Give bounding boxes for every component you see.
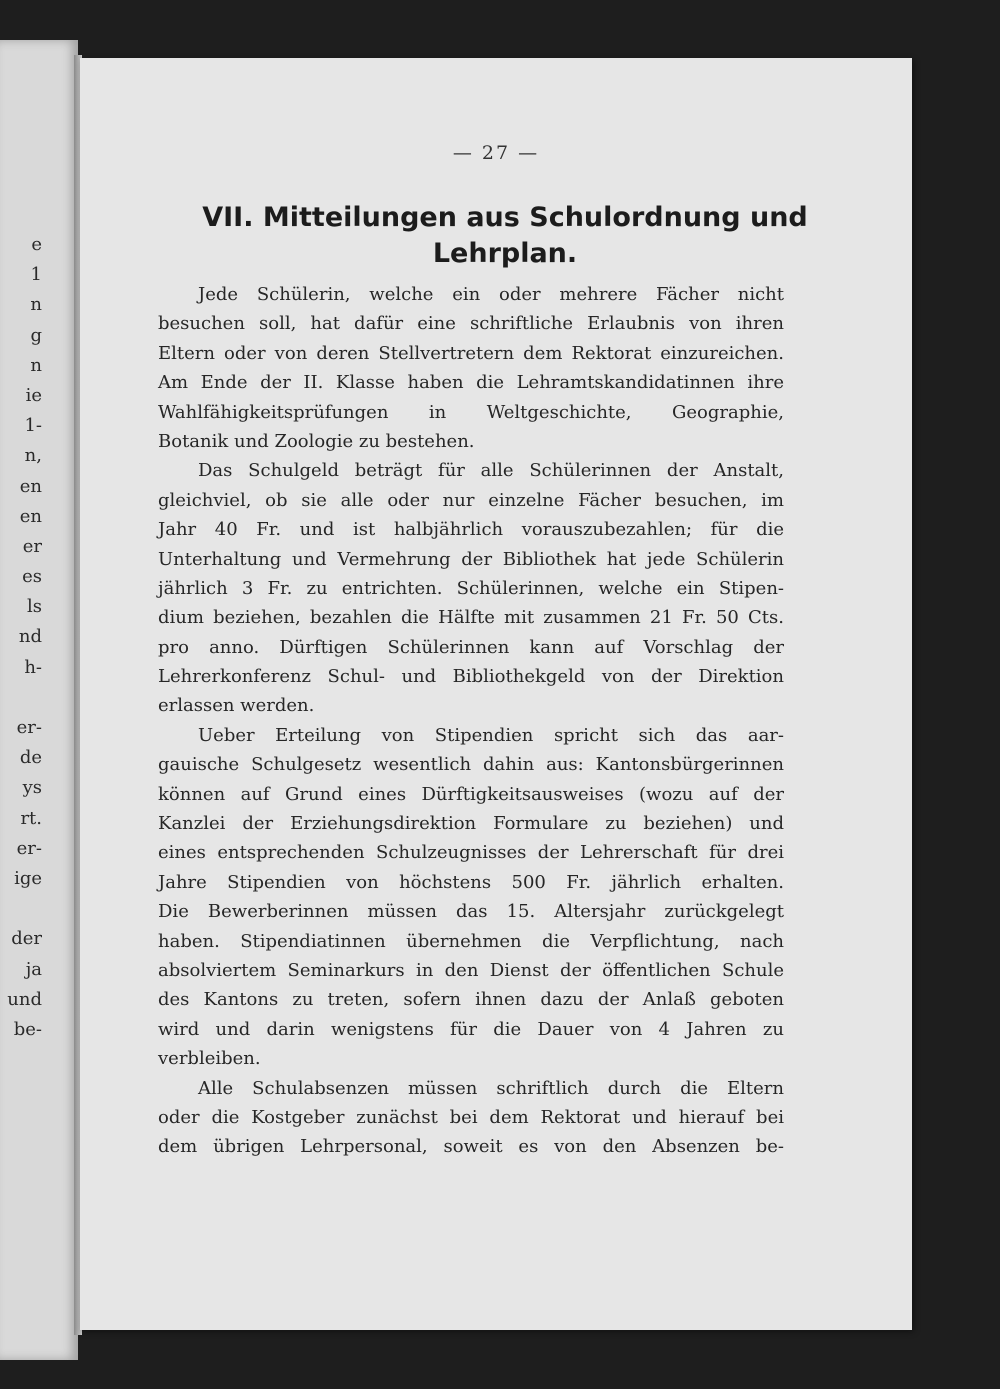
text-line: Kanzlei der Erziehungsdirektion Formulare zu beziehen) und [158, 813, 784, 835]
text-line: absolviertem Seminarkurs in den Dienst der öffentlichen Schule [158, 959, 784, 981]
left-fragment: es [22, 566, 42, 588]
left-fragment: nd [18, 626, 42, 648]
left-fragment: ls [27, 596, 42, 618]
left-fragment: rt. [20, 807, 42, 829]
text-line: haben. Stipendiatinnen übernehmen die Verpflichtung, nach [158, 930, 784, 952]
left-fragment: 1 [30, 264, 42, 286]
left-fragment: be- [13, 1018, 42, 1040]
text-line: jährlich 3 Fr. zu entrichten. Schülerinnen, welche ein Stipen- [158, 577, 784, 599]
left-fragment [2, 894, 42, 924]
left-fragment: n [30, 294, 42, 316]
left-fragment: ys [22, 777, 42, 799]
left-fragment: g [30, 324, 42, 346]
left-fragment: en [19, 475, 42, 497]
left-fragment: n, [24, 445, 42, 467]
text-line: Wahlfähigkeitsprüfungen in Weltgeschichte, Geographie, [158, 401, 784, 423]
text-line: erlassen werden. [158, 695, 315, 717]
heading-line: Lehrplan. [432, 238, 578, 269]
text-line: gauische Schulgesetz wesentlich dahin aus: Kantonsbürgerinnen [158, 754, 784, 776]
left-fragment: er [22, 535, 42, 557]
text-line: Alle Schulabsenzen müssen schriftlich durch die Eltern [198, 1077, 784, 1099]
page-number: — 27 — [452, 142, 540, 164]
text-line: oder die Kostgeber zunächst bei dem Rektorat und hierauf bei [158, 1106, 784, 1128]
text-line: Unterhaltung und Vermehrung der Bibliothek hat jede Schülerin [158, 548, 784, 570]
text-line: gleichviel, ob sie alle oder nur einzelne Fächer besuchen, im [158, 489, 784, 511]
left-fragment: en [19, 505, 42, 527]
left-fragment: ja [25, 958, 42, 980]
left-fragment: der [11, 928, 42, 950]
text-line: Die Bewerberinnen müssen das 15. Altersjahr zurückgelegt [158, 901, 784, 923]
text-line: pro anno. Dürftigen Schülerinnen kann auf Vorschlag der [158, 636, 784, 658]
heading-line: VII. Mitteilungen aus Schulordnung und [202, 202, 808, 233]
left-fragment: er- [16, 837, 42, 859]
text-line: können auf Grund eines Dürftigkeitsausweises (wozu auf der [158, 783, 784, 805]
text-line: verbleiben. [158, 1048, 261, 1070]
text-line: dem übrigen Lehrpersonal, soweit es von den Absenzen be- [158, 1136, 784, 1158]
text-line: Das Schulgeld beträgt für alle Schülerinnen der Anstalt, [198, 460, 784, 482]
text-line: wird und darin wenigstens für die Dauer von 4 Jahren zu [158, 1018, 784, 1040]
left-fragment: n [30, 354, 42, 376]
left-fragment: er- [16, 717, 42, 738]
left-fragment: de [19, 747, 42, 769]
text-line: Am Ende der II. Klasse haben die Lehramtskandidatinnen ihre [158, 372, 784, 394]
text-line: Jahre Stipendien von höchstens 500 Fr. jährlich erhalten. [158, 871, 784, 893]
text-line: Jede Schülerin, welche ein oder mehrere Fächer nicht [198, 284, 784, 305]
text-line: Jahr 40 Fr. und ist halbjährlich vorauszubezahlen; für die [158, 519, 784, 541]
left-fragment: e [31, 234, 42, 255]
left-page [0, 40, 78, 1360]
left-fragment: und [7, 988, 42, 1010]
left-fragment: h- [24, 656, 42, 678]
left-page-text-fragments [2, 230, 42, 1045]
text-line: Botanik und Zoologie zu bestehen. [158, 430, 475, 452]
left-fragment: 1- [24, 415, 42, 437]
text-line: besuchen soll, hat dafür eine schriftliche Erlaubnis von ihren [158, 313, 784, 335]
section-heading [140, 200, 870, 272]
text-line: Eltern oder von deren Stellvertretern dem Rektorat einzureichen. [158, 342, 784, 364]
left-fragment [2, 683, 42, 713]
text-line: Lehrerkonferenz Schul- und Bibliothekgeld von der Direktion [158, 666, 784, 688]
left-fragment: ige [14, 867, 42, 889]
body-text [158, 280, 784, 1162]
text-line: dium beziehen, bezahlen die Hälfte mit zusammen 21 Fr. 50 Cts. [158, 607, 784, 629]
book-page [80, 58, 912, 1330]
left-fragment: ie [25, 384, 42, 406]
text-line: des Kantons zu treten, sofern ihnen dazu der Anlaß geboten [158, 989, 784, 1011]
text-line: eines entsprechenden Schulzeugnisses der Lehrerschaft für drei [158, 842, 784, 864]
text-line: Ueber Erteilung von Stipendien spricht sich das aar- [198, 724, 784, 746]
